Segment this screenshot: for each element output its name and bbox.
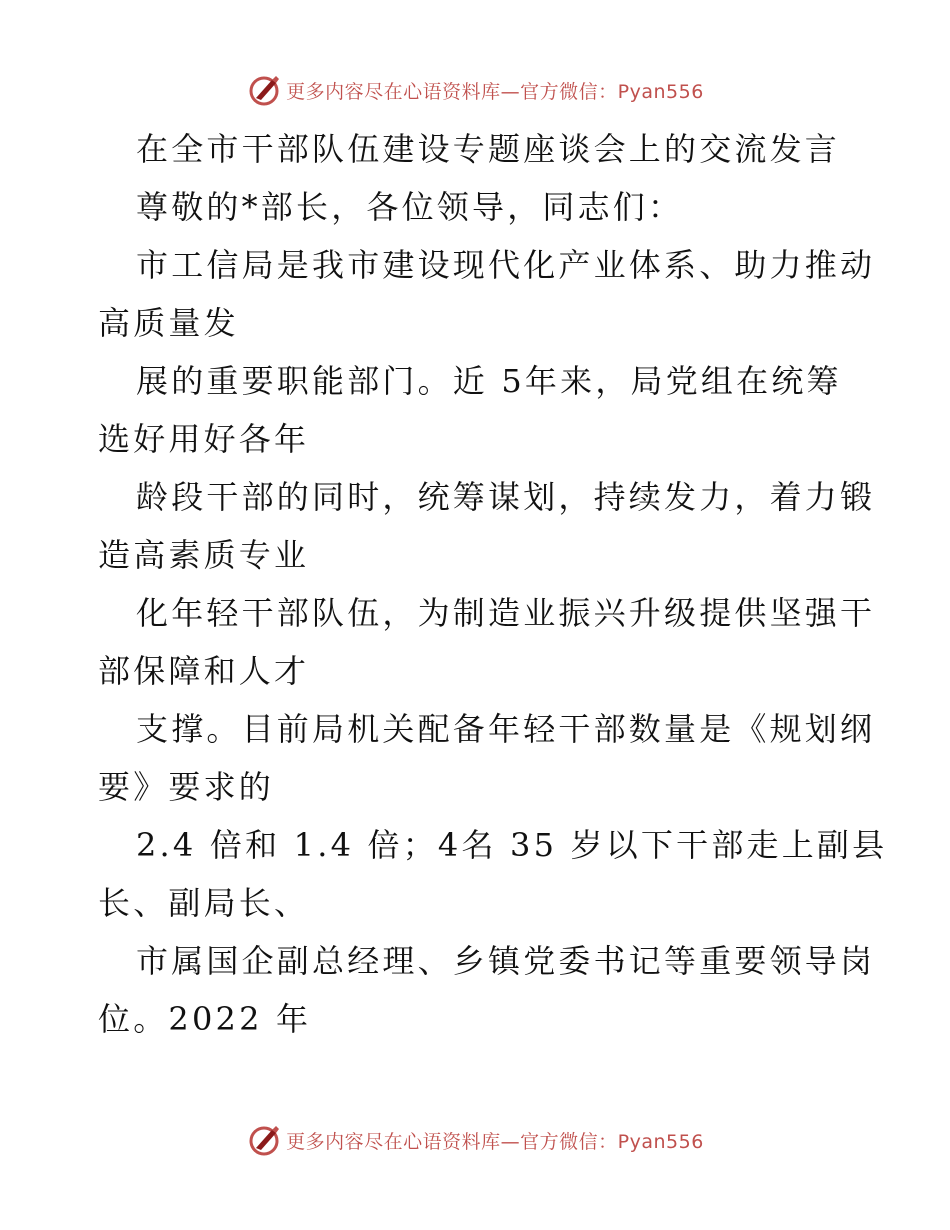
paragraph-line: 位。2022 年 <box>98 1000 312 1038</box>
paragraph-line: 市属国企副总经理、乡镇党委书记等重要领导岗 <box>136 942 876 980</box>
pen-logo-icon <box>246 1122 282 1158</box>
paragraph-line: 2.4 倍和 1.4 倍；4名 35 岁以下干部走上副县 <box>136 826 888 864</box>
header-watermark <box>0 70 950 110</box>
paragraph-line: 龄段干部的同时，统筹谋划，持续发力，着力锻 <box>136 478 876 516</box>
paragraph-line: 选好用好各年 <box>98 420 310 458</box>
paragraph-line: 长、副局长、 <box>98 884 310 922</box>
paragraph-line: 展的重要职能部门。近 5年来，局党组在统筹 <box>136 362 842 400</box>
paragraph-line: 支撑。目前局机关配备年轻干部数量是《规划纲 <box>136 710 876 748</box>
paragraph-line: 市工信局是我市建设现代化产业体系、助力推动 <box>136 246 876 284</box>
paragraph-line: 高质量发 <box>98 304 239 342</box>
paragraph-line: 造高素质专业 <box>98 536 310 574</box>
salutation: 尊敬的*部长，各位领导，同志们： <box>136 188 684 226</box>
paragraph-line: 化年轻干部队伍，为制造业振兴升级提供坚强干 <box>136 594 876 632</box>
footer-watermark-text: 更多内容尽在心语资料库—官方微信：Pyan556 <box>286 1130 704 1153</box>
pen-logo-icon <box>246 72 282 108</box>
footer-watermark <box>0 1120 950 1160</box>
paragraph-line: 部保障和人才 <box>98 652 310 690</box>
header-watermark-text: 更多内容尽在心语资料库—官方微信：Pyan556 <box>286 80 704 103</box>
document-title: 在全市干部队伍建设专题座谈会上的交流发言 <box>136 130 841 168</box>
document-body <box>98 120 888 1048</box>
paragraph-line: 要》要求的 <box>98 768 275 806</box>
